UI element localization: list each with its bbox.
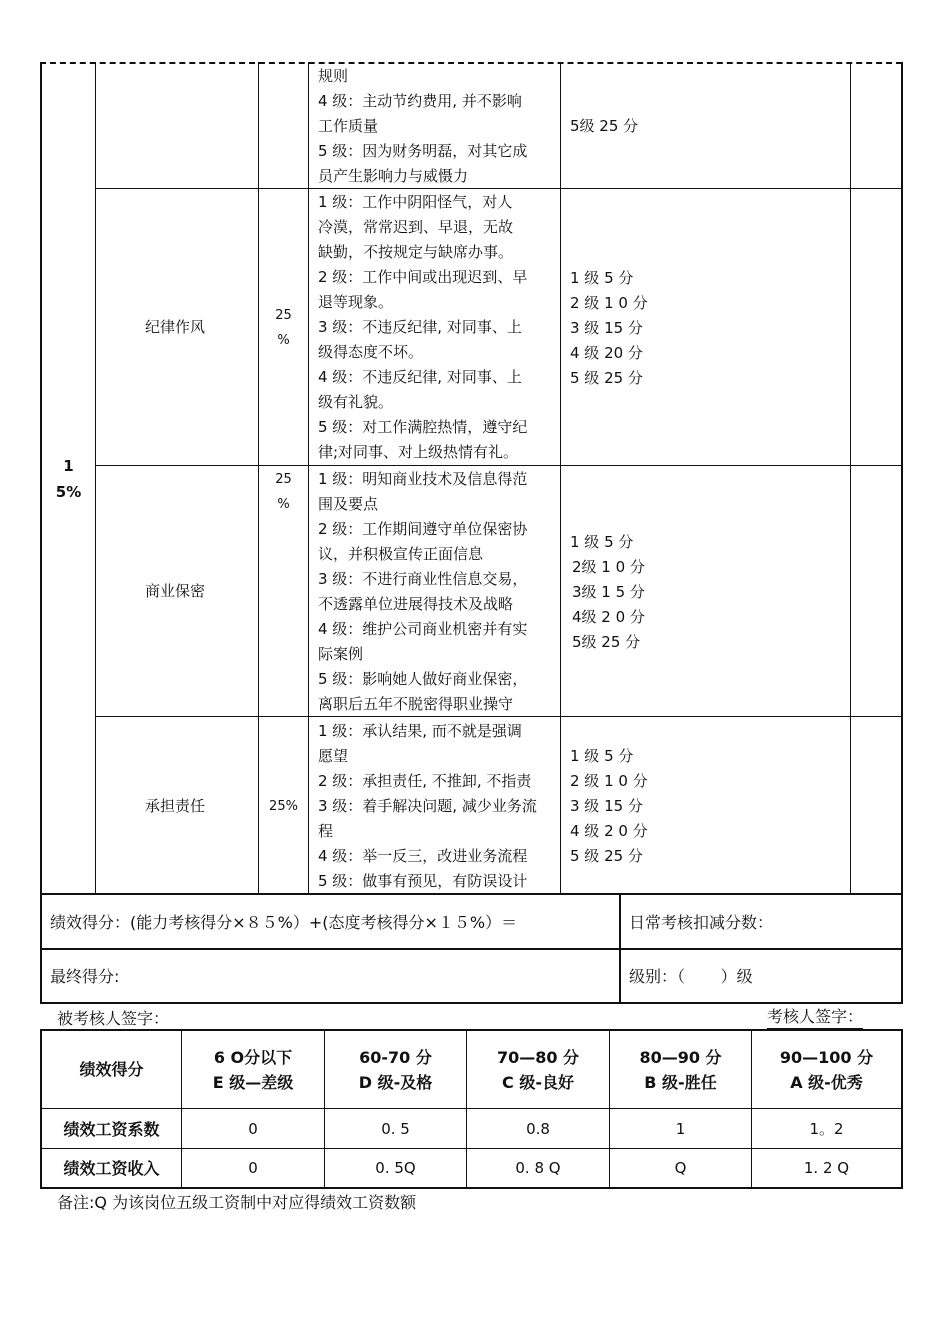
criteria-line: 4 级：举一反三，改进业务流程 [318, 847, 528, 865]
criteria-line: 冷漠，常常迟到、早退，无故 [318, 218, 514, 236]
criteria-line: 退等现象。 [318, 293, 394, 311]
table-border [40, 62, 42, 1003]
item-name: 承担责任 [145, 797, 206, 815]
coefficient-value: 0.8 [526, 1120, 550, 1138]
criteria-line: 律;对同事、对上级热情有礼。 [318, 443, 519, 461]
criteria-line: 际案例 [318, 645, 364, 663]
level-label: 级别：（ ）级 [629, 967, 753, 986]
page-break-line [40, 62, 902, 64]
criteria-line: 缺勤，不按规定与缺席办事。 [318, 243, 514, 261]
table-border [40, 1108, 903, 1109]
formula-text: 绩效得分：(能力考核得分×８５%）+(态度考核得分×１５%）＝ [50, 913, 518, 932]
score-line: 5级 25 分 [570, 117, 639, 135]
score-line: 1 级 5 分 [570, 747, 634, 765]
coefficient-value: 1 [675, 1120, 686, 1138]
grade-table-corner: 绩效得分 [79, 1060, 144, 1079]
criteria-line: 围及要点 [318, 495, 379, 513]
score-line: 2 级 1 0 分 [570, 772, 648, 790]
table-border [901, 62, 903, 1003]
table-border [95, 465, 902, 466]
item-name: 商业保密 [145, 582, 206, 600]
criteria-line: 2 级：承担责任, 不推卸, 不指责 [318, 772, 532, 790]
criteria-line: 3 级：不违反纪律, 对同事、上 [318, 318, 522, 336]
criteria-line: 愿望 [318, 747, 349, 765]
criteria-line: 议，并积极宣传正面信息 [318, 545, 484, 563]
criteria-line: 1 级：明知商业技术及信息得范 [318, 470, 528, 488]
income-value: 0. 8 Q [515, 1159, 561, 1177]
income-value: 1. 2 Q [803, 1159, 850, 1177]
item-weight: 25 [275, 472, 292, 487]
table-border [95, 188, 902, 189]
score-line: 2 级 1 0 分 [570, 294, 648, 312]
grade-range: 80—90 分 [639, 1048, 722, 1067]
grade-range: 90—100 分 [779, 1048, 874, 1067]
criteria-line: 员产生影响力与威慑力 [318, 167, 469, 185]
criteria-line: 级得态度不坏。 [318, 343, 424, 361]
criteria-line: 5 级：因为财务明磊，对其它成 [318, 142, 528, 160]
item-weight: 25% [269, 799, 298, 814]
table-border [40, 1148, 903, 1149]
criteria-line: 2 级：工作期间遵守单位保密协 [318, 520, 528, 538]
table-border [40, 1187, 903, 1189]
score-line: 3级 1 5 分 [572, 583, 645, 601]
grade-label: C 级-良好 [502, 1073, 574, 1092]
weight-group-line2: 5% [55, 483, 82, 501]
table-border [95, 62, 96, 893]
final-score-label: 最终得分: [50, 967, 120, 986]
score-line: 2级 1 0 分 [572, 558, 645, 576]
income-value: 0 [248, 1159, 258, 1177]
table-border [619, 893, 621, 1003]
criteria-line: 4 级：主动节约费用, 并不影响 [318, 92, 522, 110]
signature-examinee: 被考核人签字： [57, 1009, 170, 1028]
coefficient-value: 0 [248, 1120, 258, 1138]
score-line: 5级 25 分 [572, 633, 641, 651]
score-line: 3 级 15 分 [570, 319, 643, 337]
table-border [40, 1029, 903, 1031]
grade-range: 70—80 分 [496, 1048, 580, 1067]
criteria-line: 3 级：着手解决问题, 减少业务流 [318, 797, 537, 815]
income-value: Q [674, 1159, 687, 1177]
footnote: 备注:Q 为该岗位五级工资制中对应得绩效工资数额 [57, 1193, 417, 1212]
score-line: 4 级 2 0 分 [570, 822, 648, 840]
grade-label: D 级-及格 [358, 1073, 433, 1092]
table-border [901, 1029, 903, 1189]
score-line: 1 级 5 分 [570, 533, 634, 551]
score-line: 4级 2 0 分 [572, 608, 645, 626]
criteria-line: 工作质量 [318, 117, 379, 135]
criteria-line: 4 级：维护公司商业机密并有实 [318, 620, 528, 638]
criteria-line: 级有礼貌。 [318, 393, 394, 411]
table-border [40, 1002, 903, 1004]
weight-group-line1: 1 [63, 457, 74, 475]
deduct-label: 日常考核扣减分数： [629, 913, 774, 932]
criteria-line: 离职后五年不脱密得职业操守 [318, 695, 514, 713]
income-value: 0. 5Q [375, 1159, 416, 1177]
grade-range: 60-70 分 [359, 1048, 432, 1067]
criteria-line: 5 级：影响她人做好商业保密， [318, 670, 528, 688]
table-border [850, 62, 851, 893]
item-name: 纪律作风 [145, 318, 206, 336]
item-weight: % [277, 333, 290, 348]
score-line: 4 级 20 分 [570, 344, 643, 362]
score-line: 5 级 25 分 [570, 369, 643, 387]
coefficient-value: 0. 5 [381, 1120, 410, 1138]
criteria-line: 3 级：不进行商业性信息交易， [318, 570, 528, 588]
table-border [40, 948, 903, 950]
criteria-line: 规则 [318, 67, 349, 85]
coefficient-value: 1。2 [809, 1120, 844, 1138]
table-border [560, 62, 561, 893]
grade-label: A 级-优秀 [790, 1073, 863, 1092]
score-line: 3 级 15 分 [570, 797, 643, 815]
criteria-line: 5 级：做事有预见，有防误设计 [318, 872, 528, 890]
grade-label: B 级-胜任 [644, 1073, 717, 1092]
grade-label: E 级—差级 [212, 1073, 294, 1092]
criteria-line: 4 级：不违反纪律, 对同事、上 [318, 368, 522, 386]
criteria-line: 2 级：工作中间或出现迟到、早 [318, 268, 528, 286]
item-weight: 25 [275, 308, 292, 323]
criteria-line: 1 级：承认结果, 而不就是强调 [318, 722, 522, 740]
item-weight: % [277, 497, 290, 512]
score-line: 1 级 5 分 [570, 269, 634, 287]
criteria-line: 1 级：工作中阴阳怪气，对人 [318, 193, 513, 211]
row-label-coefficient: 绩效工资系数 [63, 1120, 160, 1139]
criteria-line: 程 [318, 822, 334, 840]
criteria-line: 不透露单位进展得技术及战略 [318, 595, 514, 613]
table-border [308, 62, 309, 893]
score-line: 5 级 25 分 [570, 847, 643, 865]
row-label-income: 绩效工资收入 [63, 1159, 160, 1178]
signature-examiner: 考核人签字： [767, 1006, 863, 1029]
grade-range: 6 O分以下 [213, 1048, 293, 1067]
criteria-line: 5 级：对工作满腔热情，遵守纪 [318, 418, 528, 436]
